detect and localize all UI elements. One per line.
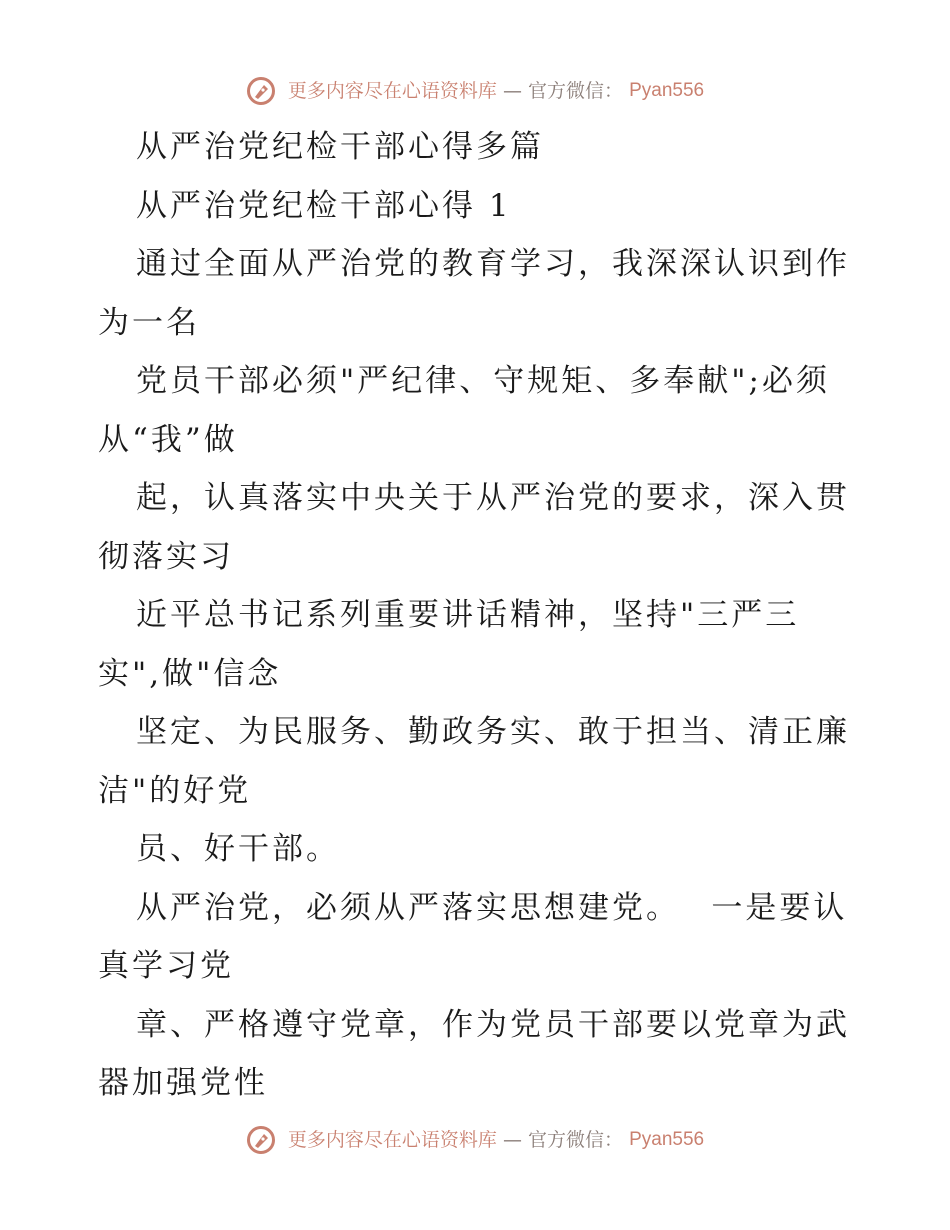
document-line: 为一名: [98, 304, 200, 341]
document-line: 坚定、为民服务、勤政务实、敢于担当、清正廉: [136, 714, 850, 750]
watermark-contact-id: Pyan556: [629, 80, 705, 101]
watermark-separator: —: [502, 1129, 522, 1151]
document-line: 彻落实习: [98, 538, 234, 575]
document-line: 章、严格遵守党章，作为党员干部要以党章为武: [136, 1006, 850, 1043]
document-line: 通过全面从严治党的教育学习，我深深认识到作: [136, 246, 850, 282]
watermark-contact-label: 官方微信：: [528, 1129, 624, 1151]
document-line: 近平总书记系列重要讲话精神，坚持"三严三: [136, 597, 800, 633]
watermark-contact-id: Pyan556: [629, 1129, 705, 1150]
watermark-text: 更多内容尽在心语资料库: [287, 1129, 497, 1151]
footer-watermark: [0, 1125, 950, 1155]
document-subtitle: 从严治党纪检干部心得 1: [136, 187, 512, 224]
pen-nib-circle-icon: [246, 1125, 276, 1155]
watermark-contact-label: 官方微信：: [528, 80, 624, 102]
document-title: 从严治党纪检干部心得多篇: [136, 129, 544, 165]
pen-nib-circle-icon: [246, 76, 276, 106]
document-line: 起，认真落实中央关于从严治党的要求，深入贯: [136, 480, 850, 516]
document-line: 党员干部必须"严纪律、守规矩、多奉献";必须: [136, 363, 830, 399]
document-line: 真学习党: [98, 948, 234, 984]
document-line: 洁"的好党: [98, 772, 252, 809]
document-line: 器加强党性: [98, 1065, 268, 1101]
document-lines: [98, 235, 858, 1113]
document-line: 从“我”做: [98, 421, 238, 458]
header-watermark: [0, 76, 950, 106]
document-body: [98, 118, 858, 1113]
document-line: 实",做"信念: [98, 655, 282, 692]
watermark-text: 更多内容尽在心语资料库: [287, 80, 497, 102]
watermark-separator: —: [502, 80, 522, 102]
document-line: 员、好干部。: [136, 831, 340, 867]
document-line: 从严治党，必须从严落实思想建党。 一是要认: [136, 889, 848, 926]
